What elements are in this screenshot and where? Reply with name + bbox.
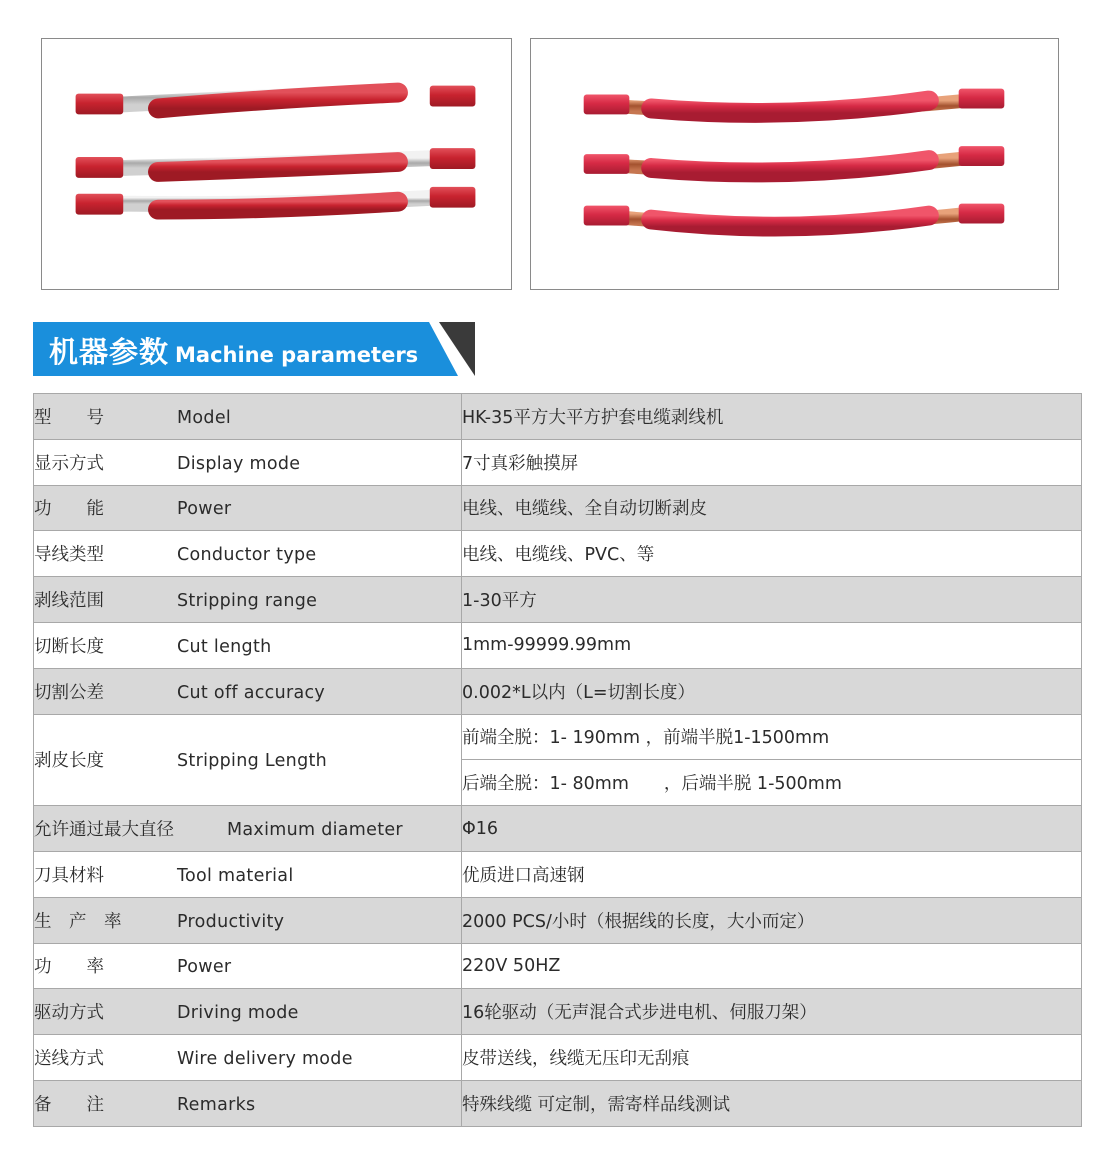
table-row	[34, 1035, 1082, 1081]
table-row	[34, 1080, 1082, 1126]
cable-3	[76, 187, 476, 215]
param-name-en: Stripping Length	[177, 751, 328, 772]
table-row	[34, 668, 1082, 714]
param-name-en: Remarks	[177, 1094, 256, 1115]
param-label	[34, 1035, 462, 1081]
cable-1	[584, 89, 1005, 115]
param-name-zh: 功 能	[34, 499, 104, 520]
param-name-en: Power	[177, 499, 232, 520]
table-row	[34, 531, 1082, 577]
param-value: 2000 PCS/小时（根据线的长度，大小而定）	[462, 897, 1082, 943]
param-value: 220V 50HZ	[462, 943, 1082, 989]
param-value: 电线、电缆线、PVC、等	[462, 531, 1082, 577]
param-label	[34, 989, 462, 1035]
param-label	[34, 714, 462, 806]
param-name-zh: 剥线范围	[34, 591, 104, 612]
param-name-zh: 送线方式	[34, 1049, 104, 1070]
param-label	[34, 394, 462, 440]
table-row	[34, 989, 1082, 1035]
table-row	[34, 485, 1082, 531]
param-value-secondary: 后端全脱：1- 80mm ，后端半脱 1-500mm	[462, 760, 1082, 806]
param-value: 前端全脱：1- 190mm ，前端半脱1-1500mm	[462, 714, 1082, 760]
section-banner	[33, 322, 478, 378]
param-value: 16轮驱动（无声混合式步进电机、伺服刀架）	[462, 989, 1082, 1035]
param-name-en: Cut off accuracy	[177, 682, 326, 703]
param-label	[34, 485, 462, 531]
table-row	[34, 714, 1082, 760]
cable-1	[76, 86, 476, 115]
param-label	[34, 668, 462, 714]
param-name-en: Display mode	[177, 453, 301, 474]
param-value: HK-35平方大平方护套电缆剥线机	[462, 394, 1082, 440]
param-name-zh: 导线类型	[34, 545, 104, 566]
param-name-zh: 型 号	[34, 407, 104, 428]
param-value: 特殊线缆 可定制，需寄样品线测试	[462, 1080, 1082, 1126]
param-name-en: Power	[177, 957, 232, 978]
param-label	[34, 531, 462, 577]
param-label	[34, 806, 462, 852]
param-label	[34, 577, 462, 623]
param-name-zh: 显示方式	[34, 453, 104, 474]
param-name-en: Cut length	[177, 636, 272, 657]
param-label	[34, 943, 462, 989]
machine-parameters-table	[33, 393, 1082, 1127]
param-name-zh: 刀具材料	[34, 865, 104, 886]
silver-cables-illustration	[42, 39, 511, 289]
section-title-zh: 机器参数	[49, 335, 170, 369]
param-value: 1mm-99999.99mm	[462, 622, 1082, 668]
param-value: 皮带送线，线缆无压印无刮痕	[462, 1035, 1082, 1081]
param-value: 电线、电缆线、全自动切断剥皮	[462, 485, 1082, 531]
param-name-en: Stripping range	[177, 591, 318, 612]
copper-cables-illustration	[531, 39, 1058, 289]
cable-2	[584, 146, 1005, 174]
param-label	[34, 439, 462, 485]
table-row	[34, 943, 1082, 989]
product-photo-copper-cables	[530, 38, 1059, 290]
table-row	[34, 806, 1082, 852]
param-name-zh: 功 率	[34, 957, 104, 978]
param-value: 优质进口高速钢	[462, 851, 1082, 897]
param-label	[34, 897, 462, 943]
param-label	[34, 851, 462, 897]
param-name-zh: 切断长度	[34, 636, 104, 657]
param-label	[34, 1080, 462, 1126]
param-value: 0.002*L以内（L=切割长度）	[462, 668, 1082, 714]
param-name-en: Model	[177, 407, 232, 428]
param-name-zh: 允许通过最大直径	[34, 820, 174, 841]
param-name-zh: 切割公差	[34, 682, 104, 703]
param-name-zh: 驱动方式	[34, 1003, 104, 1024]
param-name-en: Conductor type	[177, 545, 317, 566]
table-row	[34, 851, 1082, 897]
param-value: 7寸真彩触摸屏	[462, 439, 1082, 485]
table-row	[34, 394, 1082, 440]
param-name-en: Driving mode	[177, 1003, 299, 1024]
table-row	[34, 439, 1082, 485]
table-row	[34, 577, 1082, 623]
param-name-en: Productivity	[177, 911, 285, 932]
param-name-zh: 备 注	[34, 1094, 104, 1115]
param-label	[34, 622, 462, 668]
param-name-en: Tool material	[177, 865, 294, 886]
param-value: Φ16	[462, 806, 1082, 852]
param-name-zh: 生 产 率	[34, 911, 122, 932]
param-name-zh: 剥皮长度	[34, 751, 104, 772]
section-title	[49, 330, 418, 371]
param-value: 1-30平方	[462, 577, 1082, 623]
table-row	[34, 622, 1082, 668]
param-name-en: Wire delivery mode	[177, 1049, 353, 1070]
section-title-en: Machine parameters	[175, 343, 419, 367]
table-row	[34, 897, 1082, 943]
cable-2	[76, 148, 476, 178]
product-photo-silver-cables	[41, 38, 512, 290]
cable-3	[584, 204, 1005, 227]
param-name-en: Maximum diameter	[227, 820, 403, 841]
